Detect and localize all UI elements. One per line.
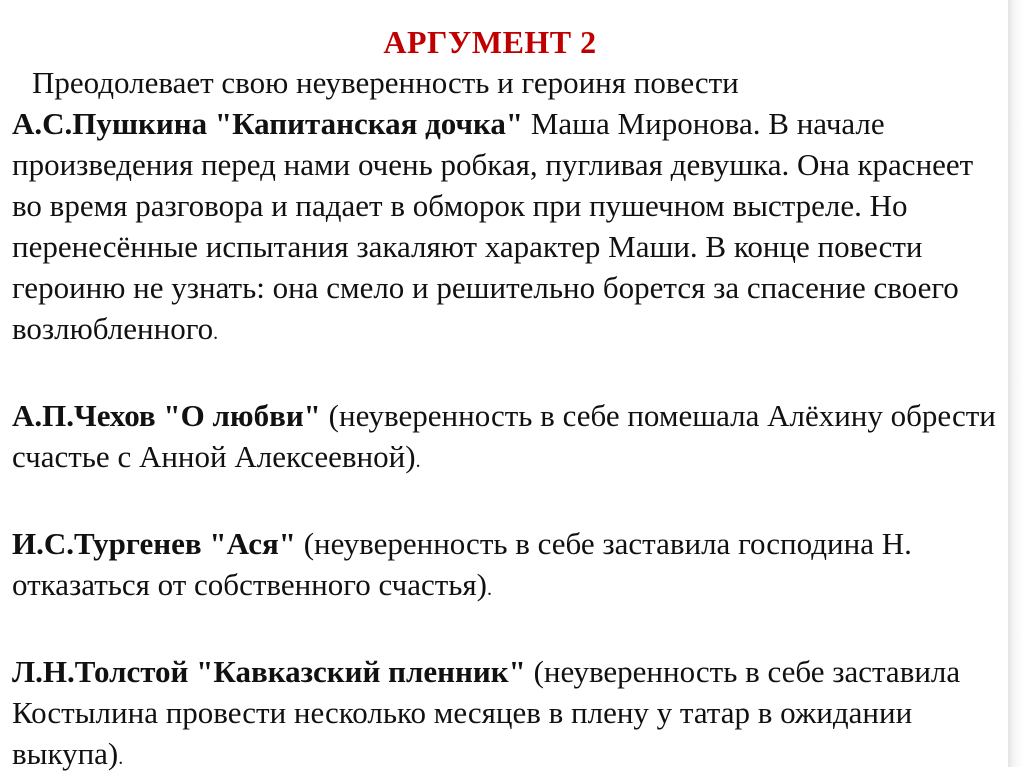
paragraph-text: (неуверенность в себе заставила господина Н. отказаться от собственного счастья) <box>12 526 912 602</box>
paragraph-text: Маша Миронова. В начале произведения перед нами очень робкая, пугливая девушка. Она краснеет во время разговора и падает в обморок при пушечном выстреле. Но перенесённые испытания закаляют характер Маши. В конце повести героиню не узнать: она смело и решительно борется за спасение своего возлюбленного <box>12 106 974 346</box>
paragraph-text: (неуверенность в себе помешала Алёхину обрести счастье с Анной Алексеевной) <box>12 398 996 474</box>
argument-paragraph-pushkin <box>12 62 1002 354</box>
spacer <box>12 610 1002 651</box>
slide-title: АРГУМЕНТ 2 <box>383 24 597 60</box>
work-title-pushkin: А.С.Пушкина "Капитанская дочка" <box>12 106 524 141</box>
paragraph-end: . <box>415 450 421 472</box>
slide-edge-shadow <box>1008 0 1024 767</box>
spacer <box>12 482 1002 523</box>
example-paragraph-chekhov <box>12 395 1002 482</box>
spacer <box>12 354 1002 395</box>
paragraph-end: . <box>118 747 124 769</box>
paragraph-text: (неуверенность в себе заставила Костылина провести несколько месяцев в плену у татар в ожидании выкупа) <box>12 654 961 771</box>
paragraph-end: . <box>213 322 219 344</box>
work-title-tolstoy: Л.Н.Толстой "Кавказский пленник" <box>12 654 526 689</box>
work-title-turgenev: И.С.Тургенев "Ася" <box>12 526 296 561</box>
example-paragraph-turgenev <box>12 523 1002 610</box>
slide-body <box>12 62 1002 779</box>
paragraph-lead: Преодолевает свою неуверенность и героиня повести <box>32 65 739 100</box>
work-title-chekhov: А.П.Чехов "О любви" <box>12 398 321 433</box>
example-paragraph-tolstoy <box>12 651 1002 779</box>
paragraph-end: . <box>486 578 492 600</box>
